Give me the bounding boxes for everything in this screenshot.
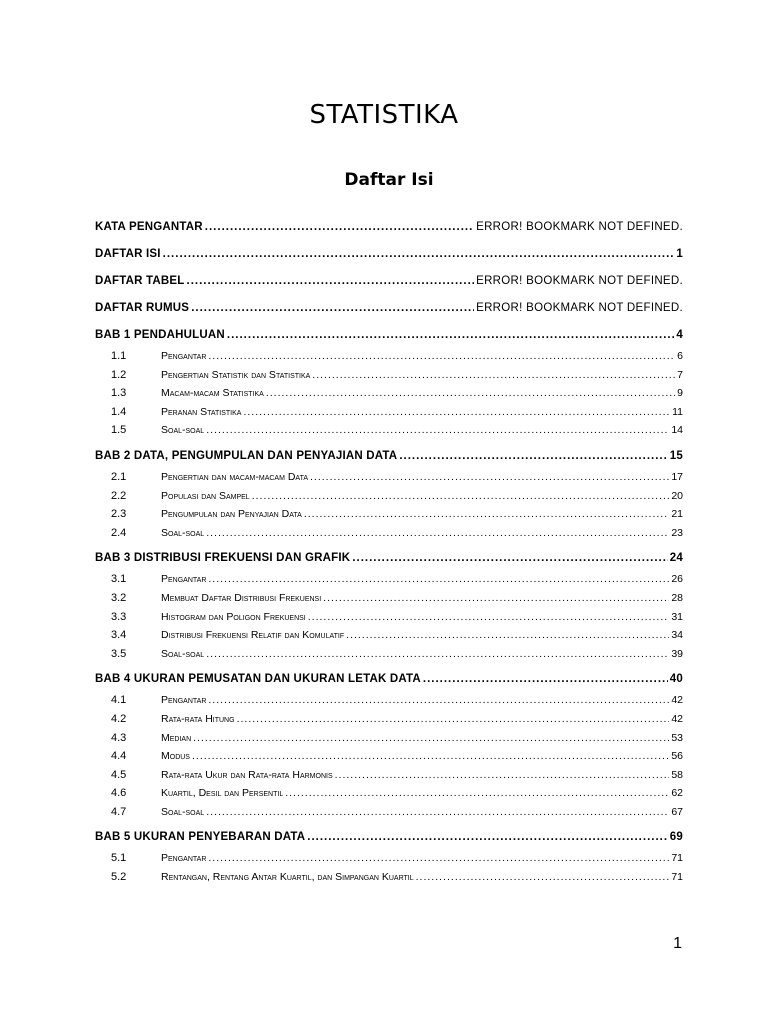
toc-page-ref: 69 — [669, 831, 683, 844]
toc-page-ref: 56 — [671, 750, 683, 763]
toc-subentry-label: Pengantar — [161, 350, 207, 362]
toc-page-ref: 9 — [677, 387, 683, 400]
toc-dot-leader — [208, 692, 669, 708]
toc-page-ref: 4 — [676, 329, 683, 341]
toc-page-ref: 1 — [676, 248, 683, 260]
toc-dot-leader — [308, 609, 670, 625]
toc-entry-label: BAB 3 DISTRIBUSI FREKUENSI DAN GRAFIK — [95, 552, 351, 565]
toc-dot-leader — [312, 367, 675, 383]
toc-subentry-number: 3.5 — [111, 647, 127, 660]
document-title: STATISTIKA — [309, 100, 459, 130]
toc-page-ref: 21 — [671, 508, 683, 521]
toc-page-ref: 62 — [671, 787, 683, 800]
toc-subentry[interactable] — [95, 804, 683, 823]
toc-page-ref: 14 — [671, 424, 683, 437]
toc-page-ref: 34 — [671, 629, 683, 642]
toc-subentry-number: 4.7 — [111, 805, 127, 818]
toc-page-ref: 6 — [677, 350, 683, 362]
toc-subentry-number: 4.3 — [111, 731, 127, 744]
toc-dot-leader — [193, 730, 669, 746]
toc-subentry-number: 1.3 — [111, 387, 127, 400]
toc-page-ref: 39 — [671, 647, 683, 660]
toc-subentry-label: Distribusi Frekuensi Relatif dan Komulatif — [161, 629, 345, 642]
toc-subentry-number: 1.4 — [111, 405, 127, 418]
toc-page-ref: 31 — [671, 610, 683, 623]
toc-dot-leader — [335, 767, 670, 783]
toc-dot-leader — [206, 525, 669, 541]
toc-subentry-number: 1.1 — [111, 350, 127, 362]
toc-dot-leader — [208, 571, 669, 587]
toc-subentry-label: Soal-soal — [161, 647, 205, 660]
toc-subentry-number: 5.2 — [111, 871, 127, 884]
toc-subentry[interactable] — [95, 348, 683, 367]
toc-subentry[interactable] — [95, 850, 683, 869]
toc-subentry-number: 5.1 — [111, 852, 127, 865]
toc-subentry-label: Pengertian dan macam-macam Data — [161, 470, 309, 483]
toc-page-ref: 71 — [671, 871, 683, 884]
toc-entry[interactable] — [95, 670, 683, 692]
toc-entry[interactable] — [95, 828, 683, 850]
toc-subentry[interactable] — [95, 711, 683, 730]
toc-page-ref: 15 — [669, 449, 683, 462]
toc-subentry[interactable] — [95, 609, 683, 628]
toc-subentry[interactable] — [95, 488, 683, 507]
toc-dot-leader — [416, 869, 670, 885]
toc-entry[interactable] — [95, 447, 683, 469]
toc-dot-leader — [187, 272, 475, 290]
toc-dot-leader — [423, 670, 668, 688]
toc-page-ref: 11 — [672, 405, 683, 418]
toc-subentry[interactable] — [95, 785, 683, 804]
toc-subentry[interactable] — [95, 404, 683, 423]
toc-dot-leader — [227, 326, 674, 344]
toc-subentry[interactable] — [95, 367, 683, 386]
toc-subentry-number: 2.3 — [111, 508, 127, 521]
toc-subentry-label: Peranan Statistika — [161, 405, 242, 418]
toc-entry[interactable] — [95, 299, 683, 326]
toc-entry-label: BAB 4 UKURAN PEMUSATAN DAN UKURAN LETAK DATA — [95, 673, 421, 686]
toc-page-ref: 58 — [671, 768, 683, 781]
toc-entry-label: BAB 2 DATA, PENGUMPULAN DAN PENYAJIAN DATA — [95, 449, 398, 462]
toc-subentry[interactable] — [95, 590, 683, 609]
toc-entry-label: DAFTAR TABEL — [95, 275, 185, 287]
toc-dot-leader — [346, 627, 669, 643]
toc-subentry[interactable] — [95, 506, 683, 525]
toc-dot-leader — [252, 488, 670, 504]
toc-subentry-label: Median — [161, 731, 192, 744]
toc-page-ref: 24 — [669, 552, 683, 565]
toc-entry[interactable] — [95, 549, 683, 571]
toc-entry[interactable] — [95, 245, 683, 272]
toc-entry-label: BAB 1 PENDAHULUAN — [95, 329, 225, 341]
table-of-contents — [95, 218, 683, 888]
toc-subentry-number: 4.4 — [111, 750, 127, 763]
toc-subentry-number: 4.2 — [111, 712, 127, 725]
toc-page-ref: ERROR! BOOKMARK NOT DEFINED. — [476, 221, 683, 233]
toc-subentry-label: Pengumpulan dan Penyajian Data — [161, 508, 302, 521]
toc-page-ref: 53 — [671, 731, 683, 744]
toc-entry-label: DAFTAR ISI — [95, 248, 161, 260]
toc-dot-leader — [307, 828, 668, 846]
toc-subentry-label: Membuat Daftar Distribusi Frekuensi — [161, 591, 322, 604]
toc-subentry-label: Rata-rata Hitung — [161, 712, 235, 725]
toc-dot-leader — [352, 549, 667, 567]
toc-subentry-label: Pengantar — [161, 852, 207, 865]
toc-entry[interactable] — [95, 272, 683, 299]
toc-dot-leader — [243, 404, 670, 420]
toc-dot-leader — [304, 506, 670, 522]
toc-heading: Daftar Isi — [344, 170, 434, 190]
toc-page-ref: ERROR! BOOKMARK NOT DEFINED. — [476, 302, 683, 314]
toc-subentry-number: 2.4 — [111, 526, 127, 539]
toc-subentry-label: Macam-macam Statistika — [161, 387, 264, 400]
toc-entry-label: DAFTAR RUMUS — [95, 302, 190, 314]
toc-subentry-number: 4.6 — [111, 787, 127, 800]
toc-page-ref: 42 — [671, 712, 683, 725]
toc-subentry[interactable] — [95, 646, 683, 665]
toc-dot-leader — [163, 245, 675, 263]
toc-dot-leader — [206, 646, 669, 662]
toc-subentry[interactable] — [95, 571, 683, 590]
toc-entry-label: KATA PENGANTAR — [95, 221, 203, 233]
toc-page-ref: 42 — [671, 694, 683, 707]
toc-subentry-number: 3.1 — [111, 573, 127, 586]
toc-subentry-label: Pengertian Statistik dan Statistika — [161, 368, 311, 381]
toc-dot-leader — [323, 590, 669, 606]
toc-subentry-label: Rentangan, Rentang Antar Kuartil, dan Simpangan Kuartil — [161, 871, 414, 884]
toc-subentry-number: 2.2 — [111, 489, 127, 502]
toc-subentry[interactable] — [95, 730, 683, 749]
toc-subentry-label: Kuartil, Desil dan Persentil — [161, 787, 284, 800]
toc-subentry[interactable] — [95, 385, 683, 404]
toc-subentry-label: Rata-rata Ukur dan Rata-rata Harmonis — [161, 768, 333, 781]
toc-dot-leader — [205, 218, 474, 236]
toc-subentry-number: 1.2 — [111, 368, 127, 381]
toc-subentry-label: Pengantar — [161, 694, 207, 707]
toc-entry[interactable] — [95, 326, 683, 348]
toc-dot-leader — [208, 850, 669, 866]
toc-subentry[interactable] — [95, 469, 683, 488]
toc-subentry-number: 4.5 — [111, 768, 127, 781]
toc-page-ref: 28 — [671, 591, 683, 604]
toc-dot-leader — [191, 299, 474, 317]
toc-subentry-number: 3.3 — [111, 610, 127, 623]
toc-subentry-label: Soal-soal — [161, 805, 205, 818]
toc-page-ref: 20 — [671, 489, 683, 502]
toc-dot-leader — [399, 447, 667, 465]
toc-subentry-label: Histogram dan Poligon Frekuensi — [161, 610, 306, 623]
toc-subentry-label: Pengantar — [161, 573, 207, 586]
toc-page-ref: 67 — [671, 805, 683, 818]
page-number: 1 — [673, 935, 682, 952]
toc-subentry-label: Modus — [161, 750, 190, 763]
toc-dot-leader — [266, 385, 675, 401]
toc-subentry-number: 2.1 — [111, 470, 127, 483]
toc-subentry[interactable] — [95, 422, 683, 441]
toc-dot-leader — [192, 748, 669, 764]
toc-subentry[interactable] — [95, 869, 683, 888]
toc-page-ref: ERROR! BOOKMARK NOT DEFINED. — [476, 275, 683, 287]
toc-page-ref: 7 — [677, 368, 683, 381]
toc-subentry-number: 3.2 — [111, 591, 127, 604]
toc-subentry-label: Populasi dan Sampel — [161, 489, 250, 502]
toc-subentry[interactable] — [95, 627, 683, 646]
toc-subentry[interactable] — [95, 767, 683, 786]
toc-dot-leader — [206, 804, 669, 820]
toc-page-ref: 71 — [671, 852, 683, 865]
toc-dot-leader — [310, 469, 669, 485]
toc-page-ref: 26 — [671, 573, 683, 586]
toc-dot-leader — [206, 422, 669, 438]
toc-page-ref: 17 — [671, 470, 683, 483]
toc-subentry-number: 4.1 — [111, 694, 127, 707]
toc-dot-leader — [208, 348, 675, 364]
toc-subentry[interactable] — [95, 525, 683, 544]
toc-subentry[interactable] — [95, 748, 683, 767]
toc-entry-label: BAB 5 UKURAN PENYEBARAN DATA — [95, 831, 306, 844]
toc-subentry-number: 1.5 — [111, 424, 127, 437]
toc-subentry-number: 3.4 — [111, 629, 127, 642]
toc-dot-leader — [285, 785, 669, 801]
toc-entry[interactable] — [95, 218, 683, 245]
toc-subentry-label: Soal-soal — [161, 526, 205, 539]
toc-subentry[interactable] — [95, 692, 683, 711]
toc-page-ref: 40 — [669, 673, 683, 686]
toc-subentry-label: Soal-soal — [161, 424, 205, 437]
toc-page-ref: 23 — [671, 526, 683, 539]
toc-dot-leader — [237, 711, 670, 727]
